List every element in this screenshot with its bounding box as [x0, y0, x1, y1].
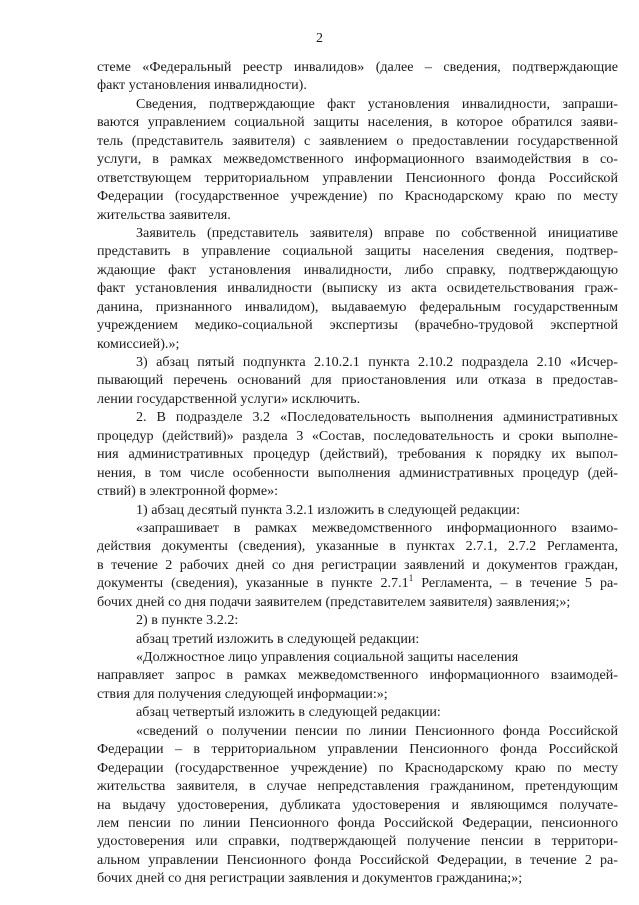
text-line-content: данина, признанного инвалидом), выдаваемую федеральным государственным — [97, 298, 618, 315]
text-line — [97, 630, 618, 648]
text-line — [97, 851, 618, 869]
text-line-content: действия документы (сведения), указанные в пунктах 2.7.1, 2.7.2 Регламента, — [97, 538, 618, 555]
text-line — [97, 113, 618, 131]
text-line-content: нения, в том числе особенности выполнения административных процедур (дей- — [97, 464, 618, 481]
text-line-content: ствий) в электронной форме»: — [97, 483, 279, 500]
text-line-content: альном управлении Пенсионного фонда Российской Федерации, в течение 2 ра- — [97, 851, 618, 868]
text-line-content: ваются управлением социальной защиты населения, в которое обратился заяви- — [97, 114, 618, 131]
text-line — [97, 611, 618, 629]
footnote-superscript: 1 — [408, 573, 414, 584]
text-line-content: представить в управление социальной защиты населения сведения, подтвер- — [97, 243, 618, 260]
text-line — [97, 869, 618, 887]
text-line-content: Федерации – в территориальном управлении Пенсионного фонда Российской — [97, 741, 618, 758]
text-line-content: на выдачу удостоверения, дубликата удостоверения и являющимся получате- — [97, 796, 618, 813]
text-line — [97, 279, 618, 297]
text-line-content: лем пенсии по линии Пенсионного фонда Российской Федерации, пенсионного — [97, 814, 618, 831]
text-line — [97, 777, 618, 795]
text-line-content: учреждением медико-социальной экспертизы (врачебно-трудовой экспертной — [97, 317, 618, 334]
text-line-content: удостоверения или справки, подтверждающей получение пенсии в территори- — [97, 833, 618, 850]
text-line — [97, 187, 618, 205]
text-line — [97, 537, 618, 555]
text-line-content: 2) в пункте 3.2.2: — [136, 612, 239, 629]
text-line — [97, 556, 618, 574]
text-line — [97, 76, 618, 94]
text-line — [97, 427, 618, 445]
text-line — [97, 132, 618, 150]
text-line — [97, 574, 618, 592]
text-line-content: Федерации (государственное учреждение) по Краснодарскому краю по месту — [97, 188, 618, 205]
text-line — [97, 759, 618, 777]
text-line-content: Сведения, подтверждающие факт установления инвалидности, запраши- — [136, 95, 618, 112]
text-line-content: ответствующем территориальном управлении Пенсионного фонда Российской — [97, 169, 618, 186]
page-number: 2 — [316, 31, 323, 46]
text-line — [97, 519, 618, 537]
text-line — [97, 95, 618, 113]
text-line-content: Заявитель (представитель заявителя) вправе по собственной инициативе — [136, 224, 618, 241]
text-line — [97, 740, 618, 758]
text-line — [97, 814, 618, 832]
text-line-content: абзац четвертый изложить в следующей редакции: — [136, 704, 441, 721]
text-line — [97, 261, 618, 279]
text-line-content: абзац третий изложить в следующей редакции: — [136, 630, 420, 647]
text-line-content: жительства заявителя, в случае непредставления гражданином, претендующим — [97, 778, 618, 795]
text-line — [97, 224, 618, 242]
text-line-content: стеме «Федеральный реестр инвалидов» (далее – сведения, подтверждающие — [97, 59, 618, 75]
text-line-content: лении государственной услуги» исключить. — [97, 390, 361, 407]
text-line-content: пывающий перечень оснований для приостановления или отказа в предостав- — [97, 372, 618, 389]
text-line-content: «запрашивает в рамках межведомственного информационного взаимо- — [136, 519, 618, 536]
text-line-content: «сведений о получении пенсии по линии Пенсионного фонда Российской — [136, 722, 618, 739]
text-line — [97, 796, 618, 814]
text-line — [97, 482, 618, 500]
text-line-content: комиссией).»; — [97, 335, 180, 352]
text-line — [97, 150, 618, 168]
text-line — [97, 169, 618, 187]
text-line — [97, 445, 618, 463]
text-line — [97, 666, 618, 684]
text-line — [97, 722, 618, 740]
text-line — [97, 316, 618, 334]
text-line — [97, 335, 618, 353]
text-line — [97, 685, 618, 703]
text-line — [97, 408, 618, 426]
text-line-content: направляет запрос в рамках межведомственного информационного взаимодей- — [97, 667, 618, 684]
text-line-content: ния административных процедур (действий), требования к порядку их выпол- — [97, 446, 618, 463]
text-line-continuation: Регламента, – в течение 5 ра- — [413, 575, 618, 592]
text-line — [97, 353, 618, 371]
text-line-content: бочих дней со дня подачи заявителем (представителем заявителя) заявления;»; — [97, 593, 571, 610]
text-line-content: факт установления инвалидности). — [97, 77, 307, 94]
text-line — [97, 371, 618, 389]
text-line — [97, 501, 618, 519]
text-line-content: услуги, в рамках межведомственного информационного взаимодействия в со- — [97, 151, 618, 168]
text-line-content: 2. В подразделе 3.2 «Последовательность выполнения административных — [136, 409, 618, 426]
text-line-content: бочих дней со дня регистрации заявления и документов гражданина;»; — [97, 870, 523, 887]
text-line — [97, 703, 618, 721]
text-line-content: ждающие факт установления инвалидности, либо справку, подтверждающую — [97, 261, 618, 278]
text-line-content: 3) абзац пятый подпункта 2.10.2.1 пункта 2.10.2 подраздела 2.10 «Исчер- — [136, 354, 618, 370]
text-line-content: 1) абзац десятый пункта 3.2.1 изложить в следующей редакции: — [136, 501, 521, 518]
text-line — [97, 58, 618, 76]
document-body — [97, 58, 618, 888]
text-line-content: документы (сведения), указанные в пункте 2.7.1 — [97, 575, 409, 592]
text-line-content: факт установления инвалидности (выписку из акта освидетельствования граж- — [97, 280, 618, 297]
text-line — [97, 298, 618, 316]
text-line — [97, 206, 618, 224]
text-line — [97, 832, 618, 850]
text-line — [97, 390, 618, 408]
text-line — [97, 593, 618, 611]
text-line-content: ствия для получения следующей информации:»; — [97, 685, 388, 702]
text-line-content: Федерации (государственное учреждение) по Краснодарскому краю по месту — [97, 759, 618, 776]
text-line — [97, 242, 618, 260]
text-line — [97, 464, 618, 482]
text-line-content: тель (представитель заявителя) с заявлением о предоставлении государственной — [97, 132, 618, 149]
text-line-content: жительства заявителя. — [97, 206, 231, 223]
text-line-content: процедур (действий)» раздела 3 «Состав, последовательность и сроки выполне- — [97, 427, 618, 444]
text-line — [97, 648, 618, 666]
text-line-content: «Должностное лицо управления социальной защиты населения — [136, 649, 519, 665]
text-line-content: в течение 2 рабочих дней со дня регистрации заявлений и документов граждан, — [97, 556, 618, 573]
